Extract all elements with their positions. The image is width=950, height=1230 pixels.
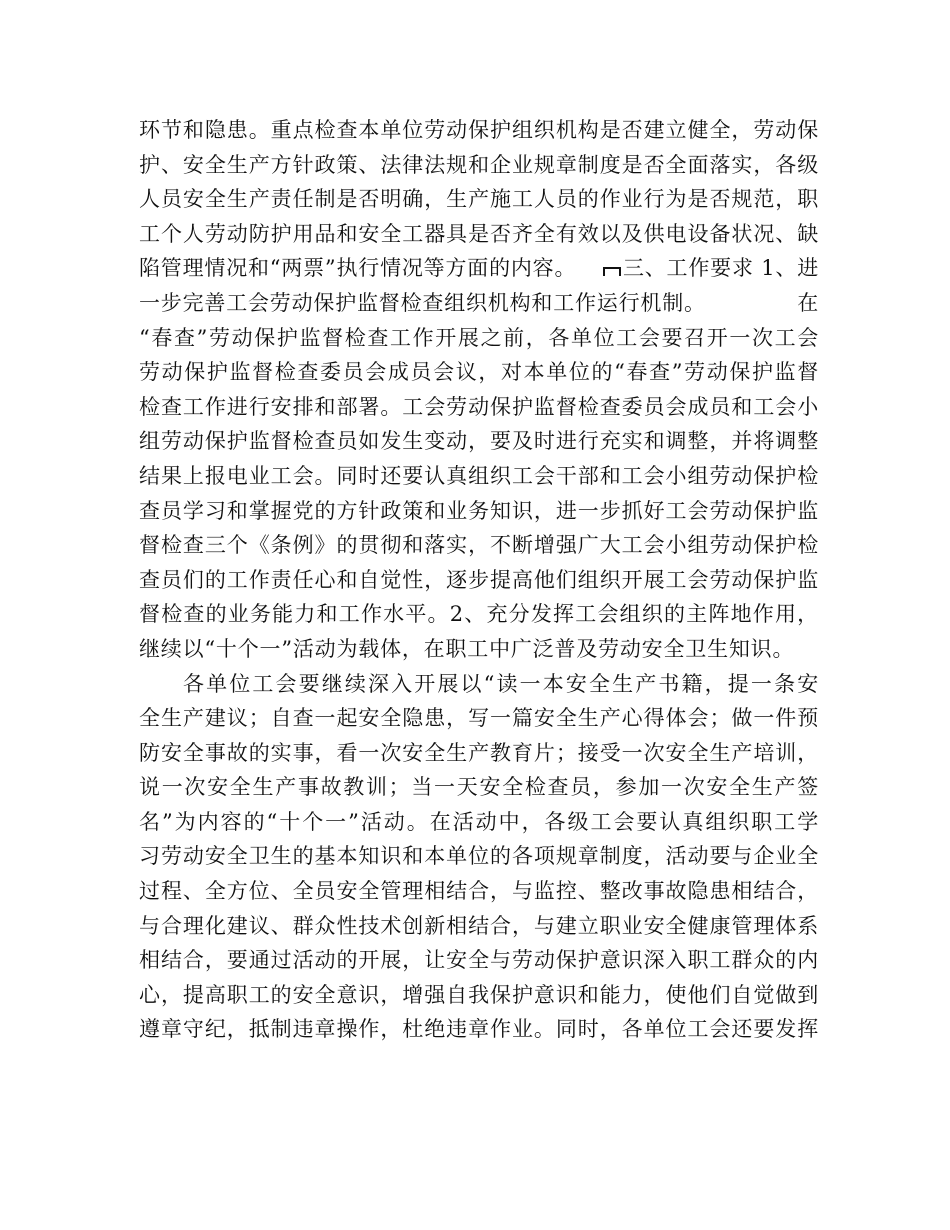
text-line: 查员们的工作责任心和自觉性，逐步提高他们组织开展工会劳动保护监 [139, 567, 819, 592]
text-line: “春查”劳动保护监督检查工作开展之前，各单位工会要召开一次工会 [139, 325, 819, 350]
text-segment: 在 [797, 290, 819, 315]
bracket-mark-icon [603, 267, 621, 276]
text-line: 工个人劳动防护用品和安全工器具是否齐全有效以及供电设备状况、缺 [139, 221, 819, 246]
text-line: 遵章守纪，抵制违章操作，杜绝违章作业。同时，各单位工会还要发挥 [139, 1017, 819, 1042]
text-line: 护、安全生产方针政策、法律法规和企业规章制度是否全面落实，各级 [139, 152, 819, 177]
text-line: 相结合，要通过活动的开展，让安全与劳动保护意识深入职工群众的内 [139, 948, 819, 973]
text-line: 名”为内容的“十个一”活动。在活动中，各级工会要认真组织职工学 [139, 809, 819, 834]
text-segment [603, 251, 819, 286]
text-segment: 陷管理情况和“两票”执行情况等方面的内容。 [139, 256, 577, 281]
text-line: 检查工作进行安排和部署。工会劳动保护监督检查委员会成员和工会小 [139, 394, 819, 419]
text-line: 人员安全生产责任制是否明确，生产施工人员的作业行为是否规范，职 [139, 187, 819, 212]
text-line: 组劳动保护监督检查员如发生变动，要及时进行充实和调整，并将调整 [139, 429, 819, 454]
text-line: 继续以“十个一”活动为载体，在职工中广泛普及劳动安全卫生知识。 [139, 636, 795, 661]
body-text [139, 113, 819, 1047]
text-segment: 一步完善工会劳动保护监督检查组织机构和工作运行机制。 [139, 290, 706, 315]
text-line: 防安全事故的实事，看一次安全生产教育片；接受一次安全生产培训， [139, 740, 819, 765]
text-line [139, 251, 819, 286]
text-line: 习劳动安全卫生的基本知识和本单位的各项规章制度，活动要与企业全 [139, 844, 819, 869]
text-line [139, 286, 819, 321]
text-line: 结果上报电业工会。同时还要认真组织工会干部和工会小组劳动保护检 [139, 463, 819, 488]
text-line: 与合理化建议、群众性技术创新相结合，与建立职业安全健康管理体系 [139, 913, 819, 938]
text-line: 环节和隐患。重点检查本单位劳动保护组织机构是否建立健全，劳动保 [139, 118, 819, 142]
text-line: 督检查的业务能力和工作水平。2、充分发挥工会组织的主阵地作用， [139, 602, 819, 627]
text-line: 各单位工会要继续深入开展以“读一本安全生产书籍，提一条安 [183, 671, 819, 696]
text-line: 全生产建议；自查一起安全隐患，写一篇安全生产心得体会；做一件预 [139, 706, 819, 731]
text-line: 查员学习和掌握党的方针政策和业务知识，进一步抓好工会劳动保护监 [139, 498, 819, 523]
text-line: 过程、全方位、全员安全管理相结合，与监控、整改事故隐患相结合， [139, 879, 819, 904]
text-line: 说一次安全生产事故教训；当一天安全检查员，参加一次安全生产签 [139, 775, 819, 800]
text-line: 心，提高职工的安全意识，增强自我保护意识和能力，使他们自觉做到 [139, 982, 819, 1007]
text-line: 劳动保护监督检查委员会成员会议，对本单位的“春查”劳动保护监督 [139, 360, 819, 385]
section-heading-inline: 三、工作要求 1、进 [622, 256, 819, 281]
text-line: 督检查三个《条例》的贯彻和落实，不断增强广大工会小组劳动保护检 [139, 533, 819, 558]
